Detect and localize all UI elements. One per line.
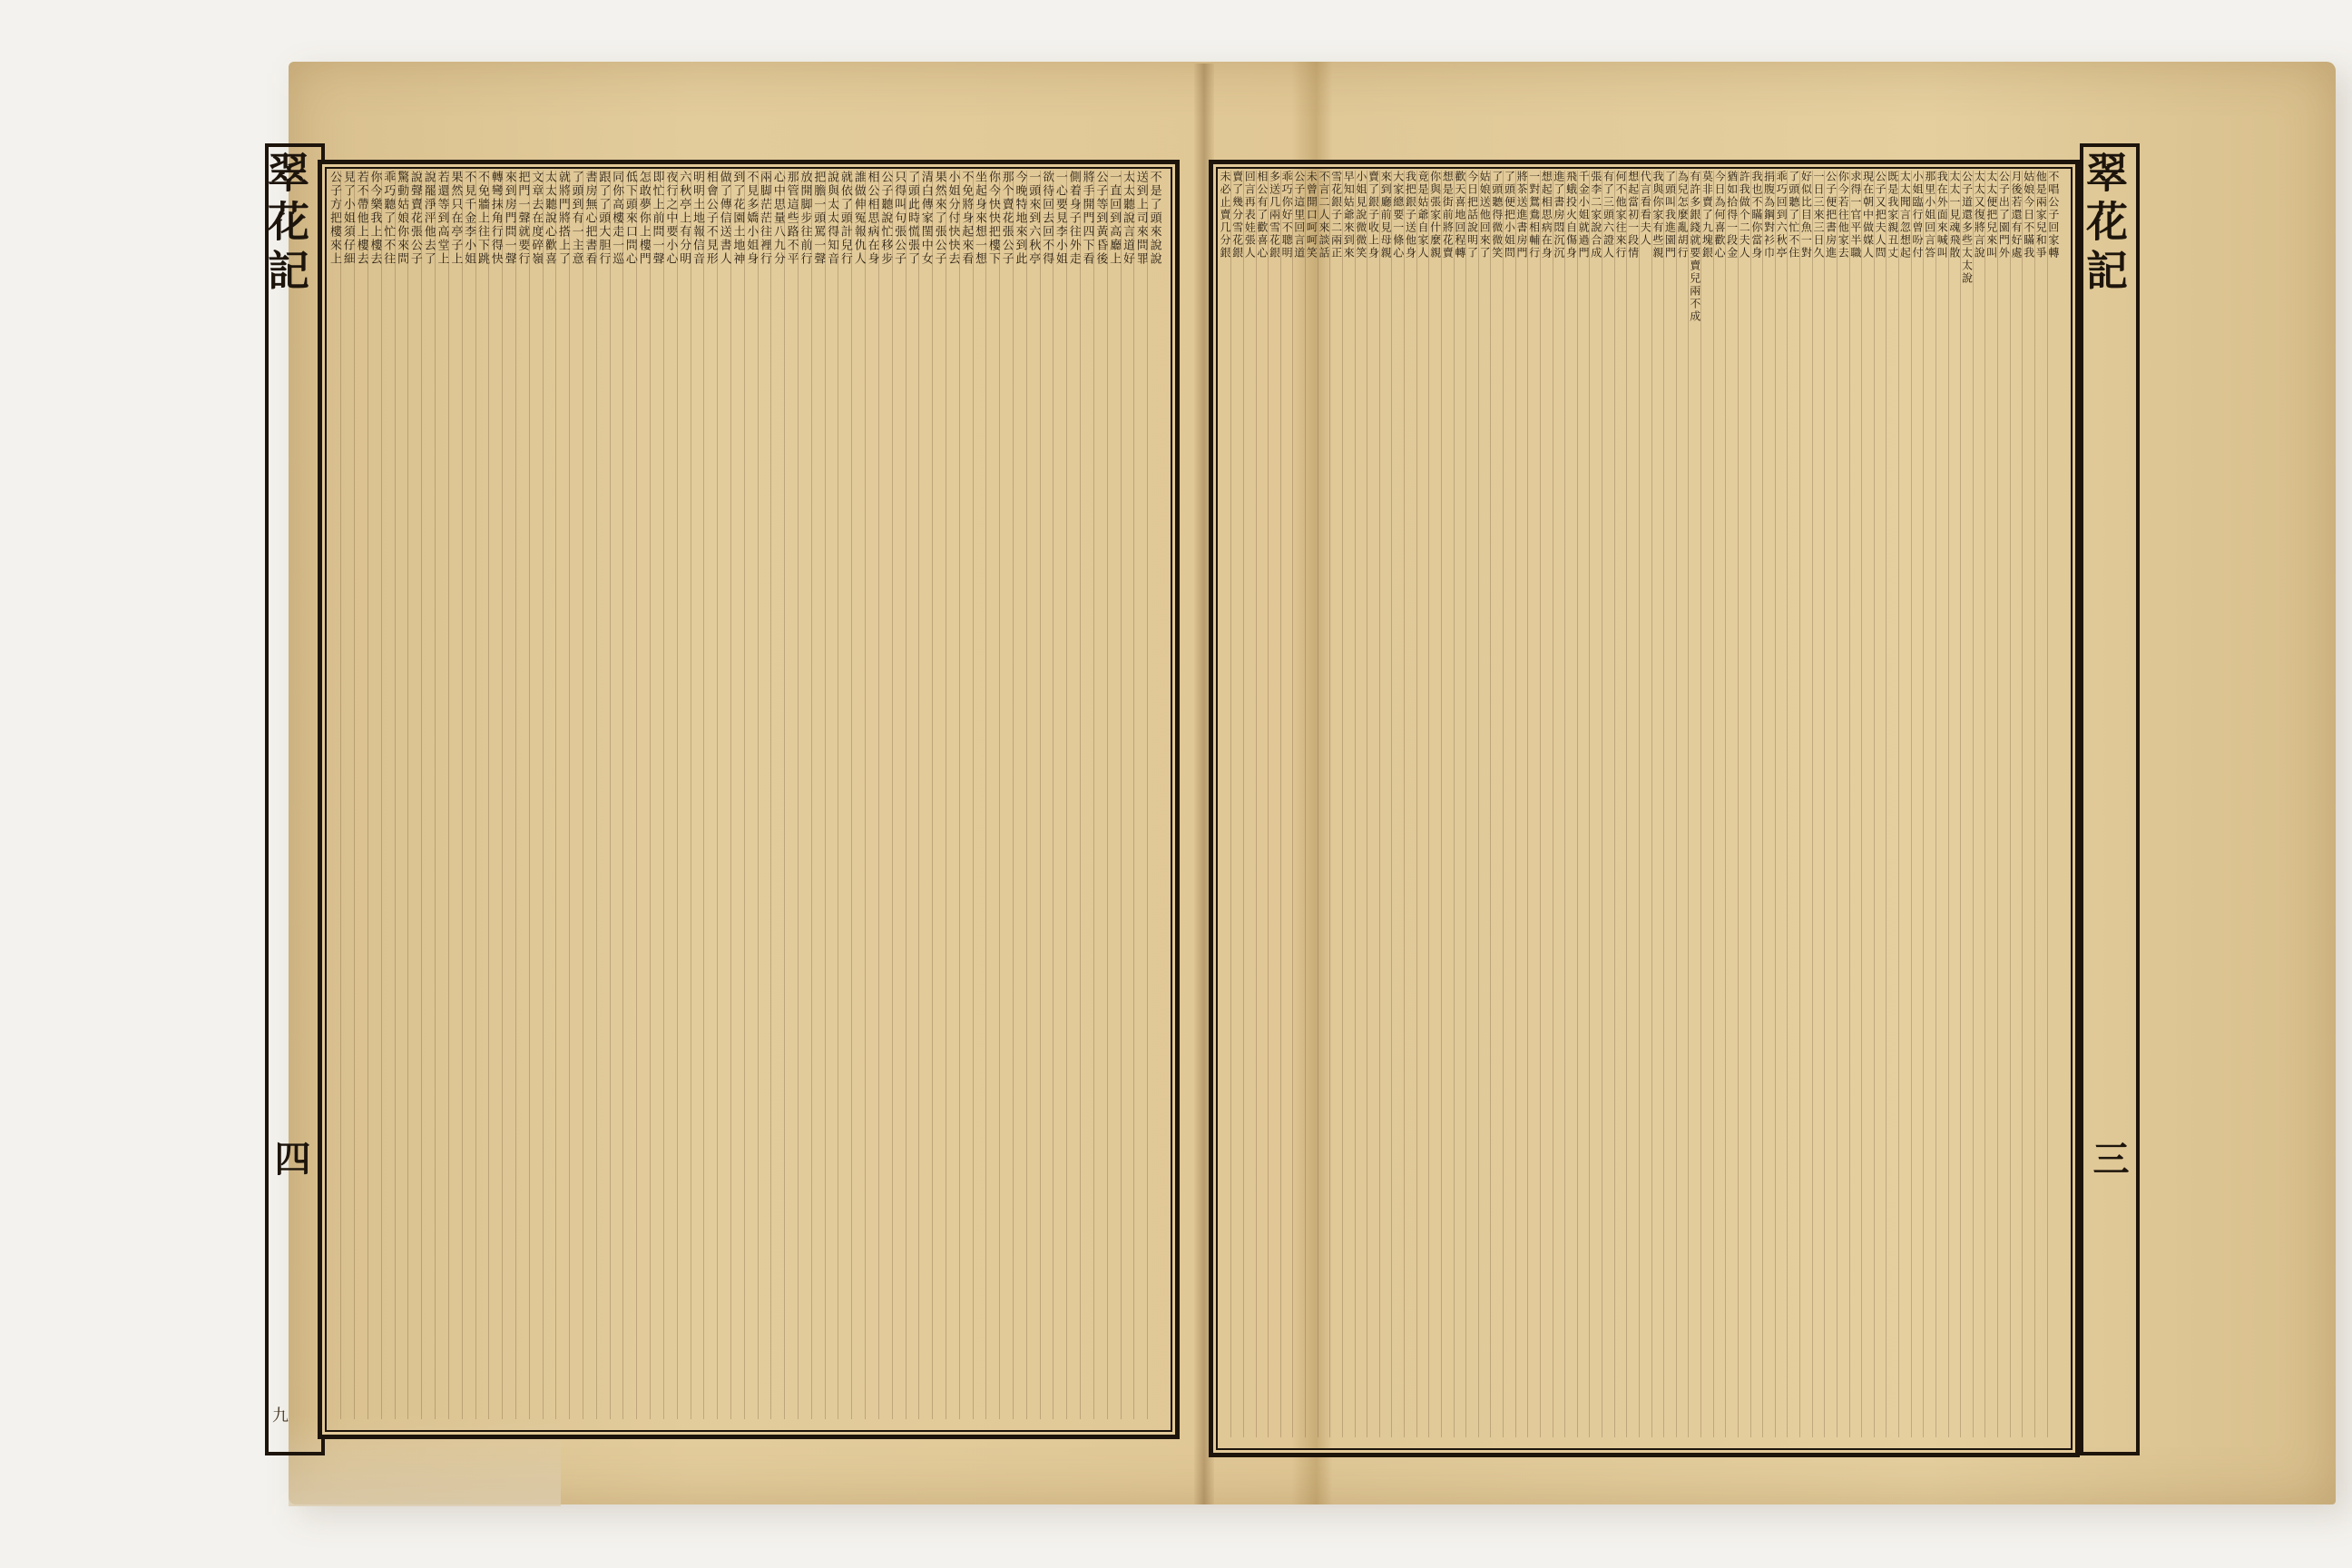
left-text-column: 了頭到有一主意: [569, 171, 583, 266]
right-text-column: 多送几兩雪花銀: [1268, 171, 1281, 260]
right-text-column: 有許多銀錢就要賣兒兩不成: [1688, 171, 1701, 323]
column-rule: [784, 171, 785, 1419]
right-margin-banner: [2080, 143, 2140, 1455]
right-text-column: 既是我家親丑丈: [1886, 171, 1899, 260]
left-text-column: 不見千金李小姐: [462, 171, 476, 266]
column-rule: [1700, 171, 1701, 1437]
column-rule: [1066, 171, 1067, 1419]
right-text-column: 了頭聽了忙不住: [1787, 171, 1800, 260]
column-rule: [1837, 171, 1838, 1437]
right-folio-number: 三: [2087, 1140, 2130, 1176]
right-text-column: 我在外面來喊叫: [1936, 171, 1949, 260]
column-rule: [543, 171, 544, 1419]
column-rule: [730, 171, 731, 1419]
column-rule: [636, 171, 637, 1419]
left-text-column: 一直回到高廳上: [1107, 171, 1122, 266]
left-text-column: 那管這些路不平: [784, 171, 799, 266]
right-text-column: 我把銀子送他身: [1404, 171, 1417, 260]
right-text-column: 為兒怎麼亂胡行: [1676, 171, 1690, 260]
column-rule: [1441, 171, 1442, 1437]
left-folio-number: 四: [269, 1140, 311, 1176]
column-rule: [1639, 171, 1640, 1437]
left-text-column: 側着身子往外走: [1066, 171, 1081, 266]
column-rule: [985, 171, 986, 1419]
left-text-column: 驚動姑娘你來問: [395, 171, 409, 266]
column-rule: [932, 171, 933, 1419]
column-rule: [1256, 171, 1257, 1437]
right-text-column: 我也不瞞你當身: [1749, 171, 1763, 260]
right-text-column: 太太又復將言說: [1973, 171, 1986, 260]
left-text-column: 太太聽說心歡喜: [543, 171, 556, 266]
column-rule: [744, 171, 745, 1419]
column-rule: [622, 171, 623, 1419]
right-text-column: 公子出了園門外: [1997, 171, 2011, 260]
left-text-column: 乖巧聽了忙不往: [381, 171, 396, 266]
column-rule: [569, 171, 570, 1419]
left-text-column: 怎敢夢你上樓門: [636, 171, 651, 266]
column-rule: [407, 171, 408, 1419]
column-rule: [354, 171, 355, 1419]
column-rule: [1515, 171, 1516, 1437]
left-text-column: 跟了了頭大胆行: [596, 171, 611, 266]
left-text-column: 送到上司來問罪: [1133, 171, 1148, 266]
right-text-column: 歡天喜地回程轉: [1453, 171, 1466, 260]
left-text-column: 不見多嬌小姐身: [744, 171, 759, 266]
left-text-column: 把膽一頭罵一聲: [811, 171, 826, 266]
column-rule: [717, 171, 718, 1419]
column-rule: [1762, 171, 1763, 1437]
column-rule: [1812, 171, 1813, 1437]
right-text-column: 想起相思病在身: [1540, 171, 1553, 260]
column-rule: [1107, 171, 1108, 1419]
left-text-column: 不免牆上往下跳: [475, 171, 489, 266]
left-text-column: 若不帶他上樓去: [354, 171, 368, 266]
column-rule: [488, 171, 489, 1419]
right-text-column: 將茶送進書房門: [1515, 171, 1528, 260]
column-rule: [1713, 171, 1714, 1437]
left-text-column: 一心要見李小姐: [1053, 171, 1067, 266]
column-rule: [703, 171, 704, 1419]
column-rule: [1874, 171, 1875, 1437]
right-text-column: 飛蛾投火自傷身: [1564, 171, 1578, 260]
left-text-column: 低下頭來口問心: [622, 171, 637, 266]
left-text-column: 將手開門四下看: [1080, 171, 1094, 266]
column-rule: [825, 171, 826, 1419]
column-rule: [2010, 171, 2011, 1437]
left-text-column: 果然來了張公子: [932, 171, 946, 266]
column-rule: [1478, 171, 1479, 1437]
column-rule: [1948, 171, 1949, 1437]
column-rule: [1053, 171, 1054, 1419]
column-rule: [1329, 171, 1330, 1437]
column-rule: [1663, 171, 1664, 1437]
right-text-column: 公子道還多些太太說: [1960, 171, 1974, 285]
column-rule: [1527, 171, 1528, 1437]
left-text-column: 兩脚茫茫往裡行: [758, 171, 771, 266]
column-rule: [1292, 171, 1293, 1437]
column-rule: [1465, 171, 1466, 1437]
left-text-column: 做了傳信送書人: [717, 171, 731, 266]
left-text-column: 文章去在度碎嶺: [529, 171, 544, 266]
column-rule: [1911, 171, 1912, 1437]
column-rule: [650, 171, 651, 1419]
column-rule: [381, 171, 382, 1419]
left-text-column: 同你高樓走一巡: [610, 171, 624, 266]
right-text-column: 大家總要一條心: [1391, 171, 1405, 260]
column-rule: [1379, 171, 1380, 1437]
left-text-column: 心中思量八九分: [770, 171, 785, 266]
left-page: [261, 151, 1181, 1436]
column-rule: [1997, 171, 1998, 1437]
right-text-column: 太太聞言忽想起: [1898, 171, 1912, 260]
column-rule: [1960, 171, 1961, 1437]
column-rule: [1121, 171, 1122, 1419]
column-rule: [1540, 171, 1541, 1437]
column-rule: [1503, 171, 1504, 1437]
right-text-column: 姑娘送他回來了: [1478, 171, 1492, 260]
left-text-column: 說聲賣花張公子: [407, 171, 422, 266]
right-text-column: 那里小姐回言答: [1923, 171, 1936, 260]
left-text-column: 不是了頭來說說: [1147, 171, 1161, 266]
right-text-column: 何不他家往來行: [1614, 171, 1627, 260]
left-text-column: 見了小姐須仔細: [340, 171, 355, 266]
column-rule: [1040, 171, 1041, 1419]
left-text-column: 不免將身起來看: [959, 171, 974, 266]
column-rule: [1577, 171, 1578, 1437]
right-text-column: 了頭便把小姐問: [1503, 171, 1516, 260]
right-text-column: 公子這里回言道: [1292, 171, 1306, 260]
column-rule: [1923, 171, 1924, 1437]
right-text-column: 千金小姐就過門: [1577, 171, 1591, 260]
left-text-column: 即忙上前問一聲: [650, 171, 664, 266]
column-rule: [1230, 171, 1231, 1437]
left-text-column: 說罷淨泙他去了: [421, 171, 436, 266]
column-rule: [596, 171, 597, 1419]
left-running-title: 翠花記: [261, 151, 310, 298]
column-rule: [1614, 171, 1615, 1437]
column-rule: [1416, 171, 1417, 1437]
right-text-column: 你與張家什麼親: [1428, 171, 1442, 260]
right-text-column: 我與你家有些親: [1651, 171, 1664, 260]
column-rule: [1093, 171, 1094, 1419]
right-text-column: 公子又把夫人問: [1874, 171, 1887, 260]
left-text-column: 你今樂我上樓去: [368, 171, 382, 266]
column-rule: [1824, 171, 1825, 1437]
column-rule: [1688, 171, 1689, 1437]
column-rule: [1305, 171, 1306, 1437]
right-text-column: 你今若往他家去: [1837, 171, 1850, 260]
left-text-column: 公子等到黃昏後: [1093, 171, 1108, 266]
left-text-column: 你今快快把樓下: [985, 171, 1000, 266]
right-text-column: 未必止賣几分銀: [1219, 171, 1231, 260]
right-text-column: 雪花銀子二兩正: [1329, 171, 1343, 260]
right-text-column: 不唱公子回家轉: [2046, 171, 2060, 260]
column-rule: [2047, 171, 2048, 1437]
column-rule: [395, 171, 396, 1419]
column-rule: [610, 171, 611, 1419]
column-rule: [1849, 171, 1850, 1437]
right-text-column: 賣了銀子收上身: [1367, 171, 1380, 260]
left-text-column: 把門一聲就要行: [515, 171, 530, 266]
right-text-column: 太太便把兒來叫: [1984, 171, 1998, 260]
column-rule: [2022, 171, 2023, 1437]
left-text-column: 相公相思病在身: [865, 171, 879, 266]
column-rule: [555, 171, 556, 1419]
left-text-column: 明明土地報信音: [690, 171, 704, 266]
right-text-column: 乖巧回到六秋亭: [1775, 171, 1788, 260]
column-rule: [1147, 171, 1148, 1419]
left-text-column: 來到房門問一聲: [502, 171, 516, 266]
column-rule: [1564, 171, 1565, 1437]
column-rule: [1725, 171, 1726, 1437]
right-text-column: 月後若還有好處: [2010, 171, 2023, 260]
right-page: [1209, 151, 2327, 1463]
column-rule: [1428, 171, 1429, 1437]
column-rule: [529, 171, 530, 1419]
column-rule: [1404, 171, 1405, 1437]
column-rule: [959, 171, 960, 1419]
column-rule: [999, 171, 1000, 1419]
right-text-column: 相公有了歡喜心: [1255, 171, 1269, 260]
left-text-column: 到了花園土地神: [730, 171, 745, 266]
right-text-column: 一對鴛鴦相輔行: [1527, 171, 1541, 260]
column-rule: [340, 171, 341, 1419]
right-text-column: 竟是姑爺自家人: [1416, 171, 1429, 260]
column-rule: [892, 171, 893, 1419]
right-text-column: 賣了幾分雪花銀: [1230, 171, 1244, 260]
right-text-column: 公子便把書房進: [1824, 171, 1838, 260]
column-rule: [1738, 171, 1739, 1437]
column-rule: [1676, 171, 1677, 1437]
left-text-column: 公子方把樓來上: [328, 171, 341, 266]
left-text-column: 就依了頭計兒行: [838, 171, 852, 266]
left-text-column: 夜行之中要小心: [663, 171, 678, 266]
column-rule: [1355, 171, 1356, 1437]
left-text-column: 轉彎抹角行得快: [488, 171, 503, 266]
column-rule: [1080, 171, 1081, 1419]
column-rule: [1799, 171, 1800, 1437]
right-text-column: 好似比目魚一對: [1799, 171, 1813, 260]
right-text-column: 小姐臨行曾吩付: [1911, 171, 1924, 260]
column-rule: [1133, 171, 1134, 1419]
column-rule: [1280, 171, 1281, 1437]
column-rule: [1342, 171, 1343, 1437]
right-text-column: 許我做个二夫人: [1738, 171, 1751, 260]
column-rule: [515, 171, 516, 1419]
right-running-title: 翠花記: [2080, 151, 2129, 298]
column-rule: [973, 171, 974, 1419]
left-text-column: 誰做伸冤報仇人: [851, 171, 866, 266]
right-text-column: 不言二人來談話: [1318, 171, 1330, 260]
column-rule: [758, 171, 759, 1419]
column-rule: [1984, 171, 1985, 1437]
right-text-column: 小姐見說微微笑: [1354, 171, 1367, 260]
column-rule: [918, 171, 919, 1419]
column-rule: [851, 171, 852, 1419]
right-text-columns: [1220, 171, 2060, 1437]
column-rule: [865, 171, 866, 1419]
column-rule: [475, 171, 476, 1419]
column-rule: [663, 171, 664, 1419]
column-rule: [1013, 171, 1014, 1419]
column-rule: [1898, 171, 1899, 1437]
right-text-column: 了頭叫我進園門: [1663, 171, 1677, 260]
right-text-column: 進了書房悶沉沉: [1552, 171, 1565, 260]
right-text-column: 太太一見魂飛散: [1947, 171, 1961, 260]
left-text-column: 相會公子不見形: [703, 171, 718, 266]
column-rule: [1589, 171, 1590, 1437]
column-rule: [798, 171, 799, 1419]
right-text-column: 猶如拾得一段金: [1725, 171, 1739, 260]
right-text-column: 想起當初一段情: [1626, 171, 1640, 260]
right-text-column: 今日為何喜歡心: [1713, 171, 1726, 260]
column-rule: [1454, 171, 1455, 1437]
column-rule: [1775, 171, 1776, 1437]
right-text-column: 求得一官平半職: [1848, 171, 1862, 260]
column-rule: [878, 171, 879, 1419]
left-text-column: 太太聽說言道好: [1120, 171, 1134, 266]
left-text-column: 若還等到高堂上: [435, 171, 449, 266]
right-text-column: 莫非賣了九塊銀: [1700, 171, 1714, 260]
column-rule: [677, 171, 678, 1419]
right-text-column: 早知姑爺來到來: [1342, 171, 1356, 260]
column-rule: [1391, 171, 1392, 1437]
right-text-column: 今日把話說明了: [1465, 171, 1479, 260]
right-text-column: 有了三頭六證人: [1602, 171, 1615, 260]
left-text-columns: [328, 171, 1161, 1419]
left-text-column: 只得叫句張公子: [892, 171, 906, 266]
right-text-column: 他是兩家兒和爭: [2034, 171, 2048, 260]
right-text-column: 捐腹為鋼對衫巾: [1762, 171, 1776, 260]
column-rule: [421, 171, 422, 1419]
column-rule: [1787, 171, 1788, 1437]
right-text-column: 姑娘今日不瞞我: [2022, 171, 2035, 260]
left-text-column: 六秋亭上有分明: [677, 171, 691, 266]
left-text-column: 了頭此時慌張了: [905, 171, 919, 266]
left-text-column: 清白傳家閨中女: [918, 171, 933, 266]
left-text-column: 果然只在亭子上: [448, 171, 463, 266]
column-rule: [448, 171, 449, 1419]
left-text-column: 放開脚步往前行: [798, 171, 812, 266]
right-text-column: 一日三來三日久: [1812, 171, 1825, 260]
column-rule: [1243, 171, 1244, 1437]
right-text-column: 未曾開口呵呵笑: [1305, 171, 1318, 260]
right-text-column: 代言看看夫人: [1639, 171, 1652, 247]
column-rule: [502, 171, 503, 1419]
left-text-column: 今晚特地來到此: [1013, 171, 1027, 266]
column-rule: [1626, 171, 1627, 1437]
column-rule: [2034, 171, 2035, 1437]
column-rule: [1973, 171, 1974, 1437]
column-rule: [1651, 171, 1652, 1437]
left-text-column: 一頭來到六秋亭: [1026, 171, 1041, 266]
column-rule: [1490, 171, 1491, 1437]
column-rule: [462, 171, 463, 1419]
column-rule: [1750, 171, 1751, 1437]
left-text-column: 欲待回去回不得: [1040, 171, 1054, 266]
right-text-column: 來到廳前見母親: [1379, 171, 1393, 260]
column-rule: [1268, 171, 1269, 1437]
right-text-column: 想是街前將花賣: [1441, 171, 1455, 260]
column-rule: [811, 171, 812, 1419]
column-rule: [1026, 171, 1027, 1419]
right-text-column: 現在朝中做媒人: [1861, 171, 1875, 260]
left-text-column: 說與太太得知音: [825, 171, 839, 266]
right-text-column: 乖巧你好不聰明: [1280, 171, 1294, 260]
right-text-column: 回言再表娃張人: [1243, 171, 1257, 260]
left-text-column: 那个賣花張公子: [999, 171, 1014, 266]
right-text-column: 了頭聽得微微笑: [1490, 171, 1504, 260]
left-margin-banner: [261, 143, 325, 1455]
column-rule: [435, 171, 436, 1419]
column-rule: [1861, 171, 1862, 1437]
left-text-column: 小姐分付快快去: [946, 171, 960, 266]
right-text-column: 張李二家說合成: [1589, 171, 1602, 260]
left-text-column: 就將門將搭上了: [555, 171, 570, 266]
left-sheet-number: 九: [272, 1406, 289, 1426]
left-text-column: 坐起身來想一想: [973, 171, 986, 266]
left-text-column: 公子聽說忙移步: [878, 171, 893, 266]
left-text-column: 書房無心把書看: [583, 171, 597, 266]
column-rule: [770, 171, 771, 1419]
